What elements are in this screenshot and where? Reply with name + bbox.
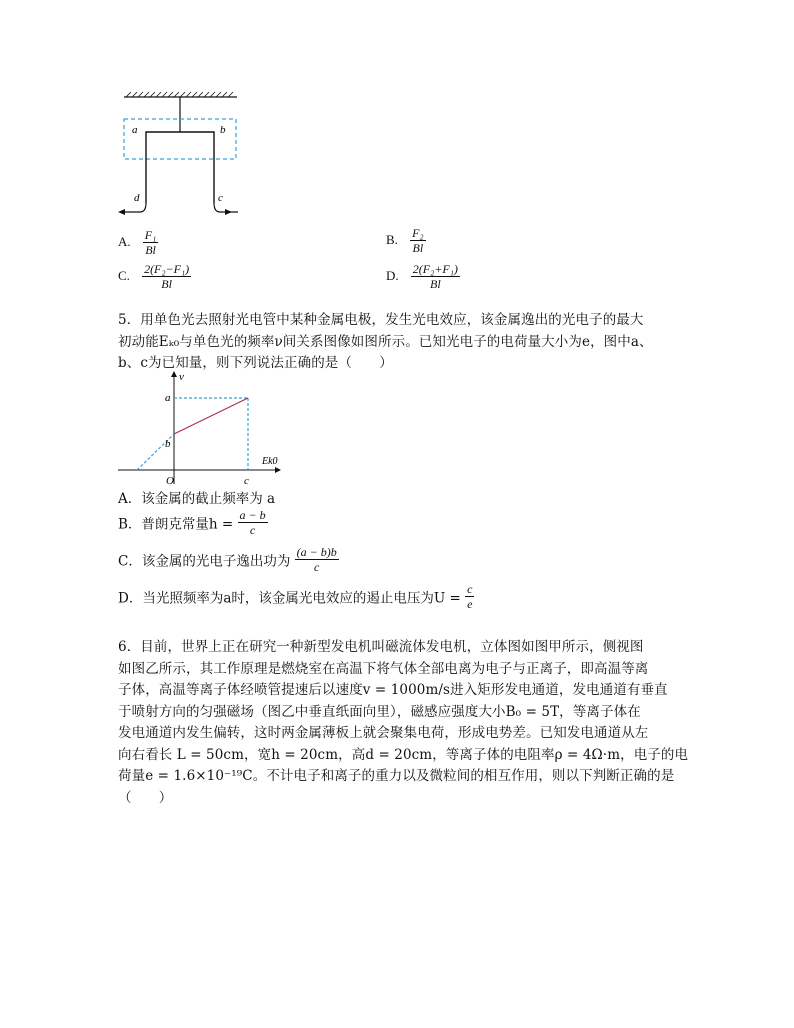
option-letter: B. [386,232,398,247]
option-text: C．该金属的光电子逸出功为 [118,553,291,570]
q6-line: 向右看长 L = 50cm，宽h = 20cm，高d = 20cm，等离子体的电阻率ρ = 4Ω·m，电子的电 [118,746,689,763]
label-d: d [134,192,140,204]
tick-label-b: b [165,438,171,450]
origin-label: O [166,475,174,487]
q6-line: 荷量e = 1.6×10⁻¹⁹C。不计电子和离子的重力以及微粒间的相互作用，则以下判断正确的是 [118,768,675,784]
q5-stem-line: b、c为已知量，则下列说法正确的是（ ） [118,355,393,371]
fraction-numerator: 2(F₂−F₁) [144,262,190,276]
q4-option-d[interactable] [386,262,460,291]
series-line [174,398,248,434]
option-letter: C. [118,268,130,283]
option-letter: A. [118,234,131,249]
option-text: A．该金属的截止频率为 a [118,491,276,507]
q6-line: 6．目前，世界上正在研究一种新型发电机叫磁流体发电机，立体图如图甲所示，侧视图 [118,639,644,655]
q6-line: 于喷射方向的匀强磁场（图乙中垂直纸面向里），磁感应强度大小B₀ = 5T，等离子体在 [118,703,641,720]
option-text: B．普朗克常量h = [118,516,234,533]
q5-stem-line: 5．用单色光去照射光电管中某种金属电极，发生光电效应，该金属逸出的光电子的最大 [118,312,644,328]
fraction-denominator: e [467,597,473,611]
q5-option-d[interactable] [118,582,474,611]
q5-option-a[interactable] [118,487,275,507]
fraction-denominator: Bl [145,243,156,257]
q6-line: 如图乙所示，其工作原理是燃烧室在高温下将气体全部电离为电子与正离子，即高温等离 [118,660,649,677]
q6-line: 子体，高温等离子体经喷管提速后以速度v = 1000m/s进入矩形发电通道，发电通道有垂直 [118,682,668,698]
q5-chart [112,368,287,488]
fraction-numerator: c [467,582,473,596]
fraction-numerator: F₂ [412,226,424,240]
tick-label-a: a [165,392,171,404]
q4-option-c[interactable] [118,262,191,291]
q5-stem-line: 初动能Eₖ₀与单色光的频率ν间关系图像如图所示。已知光电子的电荷量大小为e，图中a、 [118,333,653,350]
q6-line: 发电通道内发生偏转，这时两金属薄板上就会聚集电荷，形成电势差。已知发电通道从左 [118,725,649,741]
label-a: a [132,124,138,136]
q4-option-a[interactable] [118,228,158,257]
y-axis-label: ν [179,371,184,383]
q4-option-b[interactable] [386,226,426,255]
fraction-numerator: 2(F₂+F₁) [412,262,458,276]
fraction-denominator: c [314,560,320,574]
fraction-numerator: (a − b)b [296,545,337,559]
option-letter: D. [386,268,399,283]
q6-stem [118,637,688,809]
fraction-denominator: c [249,523,256,537]
x-axis-label: Ek0 [262,456,278,467]
q5-option-c[interactable] [118,545,339,574]
q5-option-b[interactable] [118,508,268,537]
fraction-denominator: Bl [429,277,441,291]
q5-stem [118,310,678,375]
q6-line: （ ） [118,789,173,806]
q4-figure [110,88,250,228]
option-text: D．当光照频率为a时，该金属光电效应的遏止电压为U = [118,590,461,607]
label-c: c [218,192,223,204]
fraction-numerator: a − b [239,508,266,522]
fraction-numerator: F₁ [144,228,157,242]
tick-label-c: c [244,475,249,487]
label-b: b [220,124,226,136]
fraction-denominator: Bl [161,277,172,291]
fraction-denominator: Bl [412,241,424,255]
